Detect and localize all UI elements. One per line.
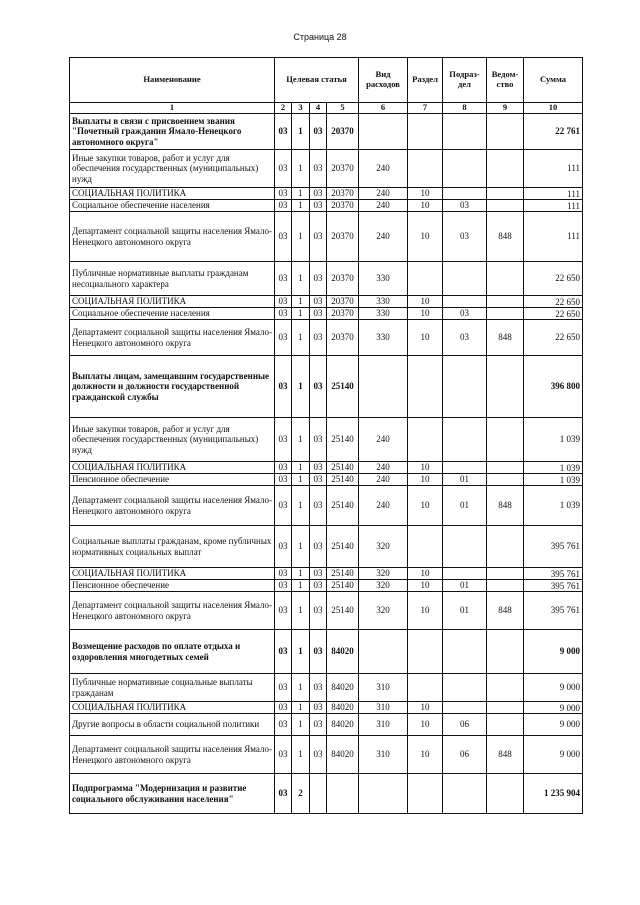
target-code-subprogram-cell: 1 [292,474,310,486]
subsection-cell [443,702,487,714]
target-code-group-cell: 03 [310,308,327,320]
table-row [70,462,583,474]
section-cell: 10 [408,200,443,212]
row-name-cell: СОЦИАЛЬНАЯ ПОЛИТИКА [70,568,275,580]
table-row [70,580,583,592]
row-name-cell: Публичные нормативные социальные выплаты гражданам [70,674,275,702]
header-name: Наименование [70,58,275,103]
section-cell: 10 [408,714,443,736]
row-name-cell: Департамент социальной защиты населения Ямало-Ненецкого автономного округа [70,592,275,630]
expense-type-cell: 320 [359,580,408,592]
amount-cell: 9 000 [524,630,583,674]
expense-type-cell: 310 [359,702,408,714]
row-name-cell: Департамент социальной защиты населения Ямало-Ненецкого автономного округа [70,486,275,526]
row-name-cell: Иные закупки товаров, работ и услуг для обеспечения государственных (муниципальных) нужд [70,150,275,188]
row-name-cell: Подпрограмма "Модернизация и развитие социального обслуживания населения" [70,774,275,814]
subsection-cell [443,774,487,814]
target-code-item-cell: 20370 [327,188,359,200]
target-code-program-cell: 03 [275,418,292,462]
target-code-item-cell: 25140 [327,580,359,592]
expense-type-cell: 240 [359,188,408,200]
section-cell [408,774,443,814]
target-code-subprogram-cell: 1 [292,674,310,702]
target-code-subprogram-cell: 1 [292,714,310,736]
section-cell: 10 [408,308,443,320]
target-code-item-cell: 25140 [327,526,359,568]
row-name-cell: СОЦИАЛЬНАЯ ПОЛИТИКА [70,188,275,200]
section-cell: 10 [408,320,443,356]
target-code-group-cell: 03 [310,568,327,580]
department-cell [487,630,524,674]
amount-cell: 9 000 [524,674,583,702]
amount-cell: 22 650 [524,262,583,296]
row-name-cell: Пенсионное обеспечение [70,474,275,486]
row-name-cell: Иные закупки товаров, работ и услуг для обеспечения государственных (муниципальных) нужд [70,418,275,462]
department-cell: 848 [487,736,524,774]
target-code-program-cell: 03 [275,774,292,814]
table-row [70,200,583,212]
target-code-program-cell: 03 [275,736,292,774]
target-code-group-cell: 03 [310,674,327,702]
expense-type-cell: 240 [359,150,408,188]
header-section: Раздел [408,58,443,103]
table-row [70,296,583,308]
target-code-group-cell: 03 [310,262,327,296]
target-code-program-cell: 03 [275,462,292,474]
target-code-item-cell: 25140 [327,486,359,526]
header-department: Ведом-ство [487,58,524,103]
department-cell [487,674,524,702]
target-code-item-cell: 25140 [327,474,359,486]
target-code-subprogram-cell: 1 [292,188,310,200]
target-code-item-cell: 84020 [327,702,359,714]
expense-type-cell [359,630,408,674]
target-code-group-cell: 03 [310,702,327,714]
target-code-item-cell: 25140 [327,592,359,630]
target-code-subprogram-cell: 1 [292,320,310,356]
department-cell [487,150,524,188]
amount-cell: 22 650 [524,320,583,356]
subsection-cell: 03 [443,200,487,212]
table-row [70,320,583,356]
expense-type-cell: 330 [359,296,408,308]
target-code-group-cell: 03 [310,296,327,308]
section-cell [408,674,443,702]
target-code-group-cell: 03 [310,356,327,418]
target-code-item-cell: 25140 [327,418,359,462]
target-code-group-cell: 03 [310,736,327,774]
header-subsection: Подраз-дел [443,58,487,103]
section-cell: 10 [408,592,443,630]
table-row [70,308,583,320]
target-code-program-cell: 03 [275,114,292,150]
target-code-program-cell: 03 [275,262,292,296]
section-cell: 10 [408,568,443,580]
expense-type-cell: 240 [359,486,408,526]
row-name-cell: Социальное обеспечение населения [70,308,275,320]
department-cell [487,114,524,150]
section-cell: 10 [408,702,443,714]
section-cell [408,150,443,188]
target-code-program-cell: 03 [275,526,292,568]
subsection-cell [443,462,487,474]
amount-cell: 396 800 [524,356,583,418]
target-code-subprogram-cell: 1 [292,702,310,714]
section-cell [408,526,443,568]
row-name-cell: Выплаты в связи с присвоением звания "Почетный гражданин Ямало-Ненецкого автономного округа" [70,114,275,150]
subsection-cell: 01 [443,592,487,630]
table-row [70,568,583,580]
target-code-program-cell: 03 [275,486,292,526]
section-cell: 10 [408,474,443,486]
amount-cell: 111 [524,212,583,262]
target-code-subprogram-cell: 1 [292,418,310,462]
row-name-cell: Департамент социальной защиты населения Ямало-Ненецкого автономного округа [70,320,275,356]
target-code-item-cell: 84020 [327,736,359,774]
department-cell [487,526,524,568]
target-code-subprogram-cell: 1 [292,200,310,212]
row-name-cell: СОЦИАЛЬНАЯ ПОЛИТИКА [70,702,275,714]
target-code-program-cell: 03 [275,474,292,486]
column-number-row [70,103,583,114]
target-code-subprogram-cell: 1 [292,150,310,188]
subsection-cell [443,356,487,418]
expense-type-cell: 330 [359,308,408,320]
subsection-cell [443,188,487,200]
table-row [70,188,583,200]
target-code-program-cell: 03 [275,296,292,308]
row-name-cell: Другие вопросы в области социальной политики [70,714,275,736]
target-code-group-cell: 03 [310,526,327,568]
target-code-item-cell: 20370 [327,320,359,356]
department-cell [487,308,524,320]
expense-type-cell: 240 [359,474,408,486]
target-code-group-cell: 03 [310,486,327,526]
section-cell [408,418,443,462]
target-code-subprogram-cell: 1 [292,462,310,474]
row-name-cell: СОЦИАЛЬНАЯ ПОЛИТИКА [70,462,275,474]
target-code-subprogram-cell: 1 [292,592,310,630]
department-cell [487,418,524,462]
expense-type-cell: 310 [359,714,408,736]
expense-type-cell: 240 [359,418,408,462]
target-code-program-cell: 03 [275,630,292,674]
subsection-cell: 03 [443,212,487,262]
table-row [70,114,583,150]
target-code-group-cell: 03 [310,714,327,736]
amount-cell: 111 [524,150,583,188]
target-code-item-cell: 20370 [327,296,359,308]
col-number: 2 [275,103,292,114]
target-code-subprogram-cell: 1 [292,736,310,774]
page-number-label: Страница 28 [293,32,347,42]
subsection-cell [443,526,487,568]
target-code-group-cell: 03 [310,212,327,262]
target-code-program-cell: 03 [275,568,292,580]
table-row [70,212,583,262]
section-cell [408,262,443,296]
table-header-row [70,58,583,103]
target-code-subprogram-cell: 1 [292,580,310,592]
col-number: 6 [359,103,408,114]
row-name-cell: Выплаты лицам, замещавшим государственные должности и должности государственной гражданской службы [70,356,275,418]
amount-cell: 1 039 [524,486,583,526]
table-row [70,592,583,630]
subsection-cell: 01 [443,474,487,486]
target-code-item-cell: 20370 [327,262,359,296]
target-code-group-cell: 03 [310,418,327,462]
target-code-subprogram-cell: 1 [292,486,310,526]
target-code-group-cell: 03 [310,188,327,200]
table-row [70,774,583,814]
table-row [70,714,583,736]
amount-cell: 1 039 [524,474,583,486]
target-code-program-cell: 03 [275,580,292,592]
target-code-item-cell: 84020 [327,674,359,702]
department-cell: 848 [487,212,524,262]
target-code-program-cell: 03 [275,308,292,320]
department-cell [487,702,524,714]
target-code-group-cell: 03 [310,630,327,674]
row-name-cell: Департамент социальной защиты населения Ямало-Ненецкого автономного округа [70,212,275,262]
subsection-cell: 01 [443,486,487,526]
subsection-cell [443,674,487,702]
table-row [70,630,583,674]
target-code-program-cell: 03 [275,674,292,702]
target-code-subprogram-cell: 1 [292,308,310,320]
section-cell: 10 [408,486,443,526]
table-row [70,702,583,714]
department-cell: 848 [487,320,524,356]
amount-cell: 111 [524,200,583,212]
department-cell [487,188,524,200]
col-number: 8 [443,103,487,114]
table-row [70,526,583,568]
header-target-article: Целевая статья [275,58,359,103]
col-number: 7 [408,103,443,114]
expense-type-cell: 240 [359,212,408,262]
col-number: 9 [487,103,524,114]
subsection-cell [443,418,487,462]
subsection-cell: 06 [443,736,487,774]
target-code-subprogram-cell: 1 [292,568,310,580]
col-number: 10 [524,103,583,114]
target-code-item-cell: 20370 [327,212,359,262]
target-code-item-cell: 25140 [327,568,359,580]
expense-type-cell: 320 [359,526,408,568]
expense-type-cell: 310 [359,674,408,702]
expense-type-cell [359,774,408,814]
target-code-item-cell: 25140 [327,462,359,474]
target-code-program-cell: 03 [275,592,292,630]
department-cell [487,462,524,474]
target-code-subprogram-cell: 2 [292,774,310,814]
target-code-item-cell [327,774,359,814]
table-row [70,356,583,418]
amount-cell: 395 761 [524,580,583,592]
target-code-subprogram-cell: 1 [292,114,310,150]
target-code-program-cell: 03 [275,702,292,714]
amount-cell: 395 761 [524,526,583,568]
target-code-subprogram-cell: 1 [292,356,310,418]
department-cell [487,774,524,814]
table-row [70,674,583,702]
department-cell [487,200,524,212]
target-code-item-cell: 25140 [327,356,359,418]
target-code-program-cell: 03 [275,200,292,212]
expense-type-cell: 320 [359,568,408,580]
table-row [70,474,583,486]
department-cell [487,714,524,736]
row-name-cell: Публичные нормативные выплаты гражданам несоциального характера [70,262,275,296]
subsection-cell [443,150,487,188]
amount-cell: 1 039 [524,462,583,474]
target-code-program-cell: 03 [275,188,292,200]
amount-cell: 9 000 [524,714,583,736]
target-code-group-cell: 03 [310,200,327,212]
target-code-subprogram-cell: 1 [292,630,310,674]
subsection-cell [443,630,487,674]
expense-type-cell: 240 [359,462,408,474]
table-row [70,486,583,526]
department-cell [487,568,524,580]
target-code-group-cell: 03 [310,462,327,474]
target-code-program-cell: 03 [275,320,292,356]
expense-type-cell: 240 [359,200,408,212]
subsection-cell: 03 [443,308,487,320]
target-code-subprogram-cell: 1 [292,526,310,568]
target-code-item-cell: 20370 [327,114,359,150]
header-amount: Сумма [524,58,583,103]
subsection-cell [443,262,487,296]
target-code-group-cell: 03 [310,592,327,630]
subsection-cell: 03 [443,320,487,356]
row-name-cell: СОЦИАЛЬНАЯ ПОЛИТИКА [70,296,275,308]
amount-cell: 111 [524,188,583,200]
col-number: 1 [70,103,275,114]
row-name-cell: Социальное обеспечение населения [70,200,275,212]
section-cell: 10 [408,736,443,774]
target-code-program-cell: 03 [275,150,292,188]
section-cell: 10 [408,212,443,262]
subsection-cell: 01 [443,580,487,592]
budget-table [69,57,583,814]
subsection-cell: 06 [443,714,487,736]
target-code-item-cell: 20370 [327,308,359,320]
department-cell [487,474,524,486]
section-cell [408,630,443,674]
target-code-program-cell: 03 [275,212,292,262]
subsection-cell [443,296,487,308]
section-cell: 10 [408,580,443,592]
target-code-item-cell: 84020 [327,630,359,674]
amount-cell: 9 000 [524,736,583,774]
header-expense-type: Вид расходов [359,58,408,103]
amount-cell: 22 650 [524,296,583,308]
row-name-cell: Департамент социальной защиты населения Ямало-Ненецкого автономного округа [70,736,275,774]
target-code-group-cell: 03 [310,580,327,592]
amount-cell: 22 761 [524,114,583,150]
section-cell [408,114,443,150]
department-cell [487,262,524,296]
table-row [70,150,583,188]
col-number: 3 [292,103,310,114]
amount-cell: 395 761 [524,568,583,580]
expense-type-cell [359,114,408,150]
target-code-group-cell: 03 [310,150,327,188]
target-code-group-cell [310,774,327,814]
target-code-item-cell: 20370 [327,200,359,212]
section-cell: 10 [408,296,443,308]
department-cell [487,356,524,418]
expense-type-cell: 310 [359,736,408,774]
row-name-cell: Пенсионное обеспечение [70,580,275,592]
target-code-group-cell: 03 [310,114,327,150]
target-code-subprogram-cell: 1 [292,296,310,308]
table-row [70,418,583,462]
section-cell [408,356,443,418]
col-number: 5 [327,103,359,114]
table-row [70,736,583,774]
subsection-cell [443,568,487,580]
amount-cell: 1 039 [524,418,583,462]
col-number: 4 [310,103,327,114]
target-code-item-cell: 20370 [327,150,359,188]
target-code-program-cell: 03 [275,714,292,736]
target-code-subprogram-cell: 1 [292,212,310,262]
expense-type-cell: 330 [359,262,408,296]
amount-cell: 9 000 [524,702,583,714]
target-code-item-cell: 84020 [327,714,359,736]
amount-cell: 395 761 [524,592,583,630]
amount-cell: 1 235 904 [524,774,583,814]
expense-type-cell [359,356,408,418]
section-cell: 10 [408,462,443,474]
row-name-cell: Социальные выплаты гражданам, кроме публичных нормативных социальных выплат [70,526,275,568]
row-name-cell: Возмещение расходов по оплате отдыха и оздоровления многодетных семей [70,630,275,674]
target-code-subprogram-cell: 1 [292,262,310,296]
department-cell [487,296,524,308]
department-cell [487,580,524,592]
expense-type-cell: 330 [359,320,408,356]
target-code-program-cell: 03 [275,356,292,418]
section-cell: 10 [408,188,443,200]
expense-type-cell: 320 [359,592,408,630]
target-code-group-cell: 03 [310,320,327,356]
department-cell: 848 [487,486,524,526]
amount-cell: 22 650 [524,308,583,320]
department-cell: 848 [487,592,524,630]
target-code-group-cell: 03 [310,474,327,486]
table-row [70,262,583,296]
subsection-cell [443,114,487,150]
